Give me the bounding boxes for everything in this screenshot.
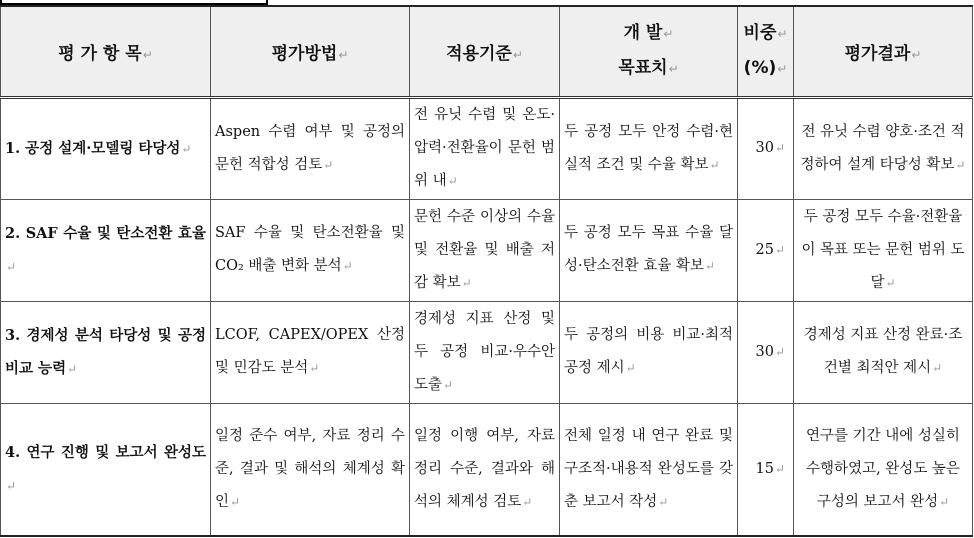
header-method: 평가방법↵ (211, 6, 410, 97)
evaluation-table (0, 5, 973, 537)
row-item: 4. 연구 진행 및 보고서 완성도↵ (1, 403, 211, 536)
row-item: 1. 공정 설계·모델링 타당성↵ (1, 97, 211, 199)
header-weight-line2: (%) (743, 58, 777, 79)
row-criteria: 전 유닛 수렴 및 온도·압력·전환율이 문헌 범위 내↵ (410, 97, 560, 199)
row-weight: 30↵ (738, 301, 794, 403)
header-item-label: 평 가 항 목 (58, 43, 142, 64)
table-row (1, 97, 973, 199)
header-weight: 비중↵ (%)↵ (738, 6, 794, 97)
row-result: 경제성 지표 산정 완료·조건별 최적안 제시↵ (794, 301, 973, 403)
row-criteria: 일정 이행 여부, 자료 정리 수준, 결과와 해석의 체계성 검토↵ (410, 403, 560, 536)
header-target: 개 발↵ 목표치↵ (560, 6, 738, 97)
header-result-label: 평가결과 (844, 43, 911, 64)
row-target: 두 공정의 비용 비교·최적 공정 제시↵ (560, 301, 738, 403)
table-row (1, 403, 973, 536)
row-target: 두 공정 모두 목표 수율 달성·탄소전환 효율 확보↵ (560, 199, 738, 301)
row-weight: 30↵ (738, 97, 794, 199)
row-method: Aspen 수렴 여부 및 공정의 문헌 적합성 검토↵ (211, 97, 410, 199)
header-row (1, 6, 973, 97)
row-item: 2. SAF 수율 및 탄소전환 효율↵ (1, 199, 211, 301)
row-weight: 25↵ (738, 199, 794, 301)
row-target: 두 공정 모두 안정 수렴·현실적 조건 및 수율 확보↵ (560, 97, 738, 199)
header-item: 평 가 항 목↵ (1, 6, 211, 97)
row-result: 두 공정 모두 수율·전환율이 목표 또는 문헌 범위 도달↵ (794, 199, 973, 301)
row-method: SAF 수율 및 탄소전환율 및 CO₂ 배출 변화 분석↵ (211, 199, 410, 301)
table-row (1, 301, 973, 403)
header-target-line1: 개 발 (623, 23, 663, 44)
header-weight-line1: 비중 (743, 23, 777, 44)
row-target: 전체 일정 내 연구 완료 및 구조적·내용적 완성도를 갖춘 보고서 작성↵ (560, 403, 738, 536)
row-result: 전 유닛 수렴 양호·조건 적정하여 설계 타당성 확보↵ (794, 97, 973, 199)
row-result: 연구를 기간 내에 성실히 수행하였고, 완성도 높은 구성의 보고서 완성↵ (794, 403, 973, 536)
header-target-line2: 목표치 (618, 58, 668, 79)
row-method: 일정 준수 여부, 자료 정리 수준, 결과 및 해석의 체계성 확인↵ (211, 403, 410, 536)
header-method-label: 평가방법 (271, 43, 338, 64)
header-result: 평가결과↵ (794, 6, 973, 97)
row-criteria: 문헌 수준 이상의 수율 및 전환율 및 배출 저감 확보↵ (410, 199, 560, 301)
row-weight: 15↵ (738, 403, 794, 536)
row-method: LCOF, CAPEX/OPEX 산정 및 민감도 분석↵ (211, 301, 410, 403)
row-item: 3. 경제성 분석 타당성 및 공정 비교 능력↵ (1, 301, 211, 403)
table-row (1, 199, 973, 301)
row-criteria: 경제성 지표 산정 및 두 공정 비교·우수안 도출↵ (410, 301, 560, 403)
header-criteria: 적용기준↵ (410, 6, 560, 97)
header-criteria-label: 적용기준 (446, 43, 512, 64)
